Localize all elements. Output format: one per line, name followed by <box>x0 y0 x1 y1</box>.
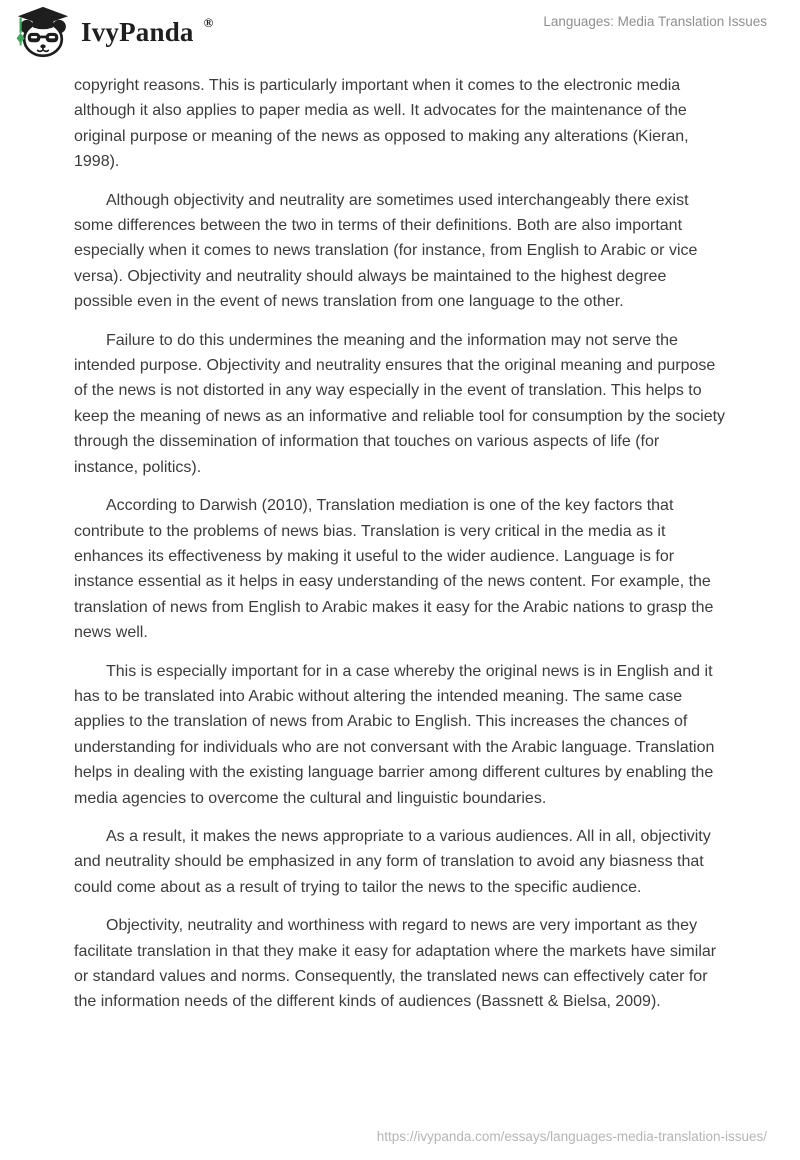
essay-body <box>74 70 727 1015</box>
source-url-link[interactable]: https://ivypanda.com/essays/languages-media-translation-issues/ <box>376 1129 767 1144</box>
essay-paragraph: According to Darwish (2010), Translation mediation is one of the key factors that contribute to the problems of news bias. Translation is very critical in the media as it enhances its effectiveness by making it useful to the wider audience. Language is for instance essential as it helps in easy understanding of the news content. For example, the translation of news from English to Arabic makes it easy for the Arabic nations to grasp the news well. <box>74 497 714 642</box>
essay-paragraph: copyright reasons. This is particularly important when it comes to the electronic media although it also applies to paper media as well. It advocates for the maintenance of the original purpose or meaning of the news as opposed to making any alterations (Kieran, 1998). <box>74 77 689 171</box>
essay-paragraph: Objectivity, neutrality and worthiness with regard to news are very important as they facilitate translation in that they make it easy for adaptation where the markets have similar or standard values and norms. Consequently, the translated news can effectively cater for the information needs of the different kinds of audiences (Bassnett & Bielsa, 2009). <box>74 917 717 1011</box>
brand-name: IvyPanda <box>81 16 194 47</box>
page-footer <box>377 1128 767 1146</box>
ivypanda-logo-icon <box>14 6 72 58</box>
brand-logo <box>14 6 212 58</box>
page-title: Languages: Media Translation Issues <box>543 14 767 29</box>
essay-paragraph: Although objectivity and neutrality are sometimes used interchangeably there exist some differences between the two in terms of their definitions. Both are also important especially when it comes to news translation (for instance, from English to Arabic or vice versa). Objectivity and neutrality should always be maintained to the highest degree possible even in the event of news translation from one language to the other. <box>74 191 698 311</box>
essay-paragraph: This is especially important for in a case whereby the original news is in English and it has to be translated into Arabic without altering the intended meaning. The same case applies to the translation of news from Arabic to English. This increases the chances of understanding for individuals who are not conversant with the Arabic language. Translation helps in dealing with the existing language barrier among different cultures by enabling the media agencies to overcome the cultural and linguistic boundaries. <box>74 662 715 807</box>
page-header <box>0 0 800 70</box>
essay-paragraph: Failure to do this undermines the meaning and the information may not serve the intended purpose. Objectivity and neutrality ensures that the original meaning and purpose of the news is not distorted in any way especially in the event of translation. This helps to keep the meaning of news as an informative and reliable tool for consumption by the society through the dissemination of information that touches on various aspects of life (for instance, politics). <box>74 331 726 476</box>
essay-paragraph: As a result, it makes the news appropriate to a various audiences. All in all, objectivity and neutrality should be emphasized in any form of translation to avoid any biasness that could come about as a result of trying to tailor the news to the specific audience. <box>74 827 711 896</box>
registered-trademark-symbol: ® <box>203 15 214 30</box>
